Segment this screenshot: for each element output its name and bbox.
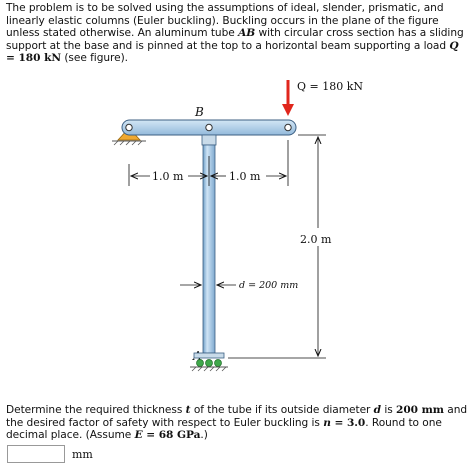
question-part: is — [381, 404, 397, 416]
question-part: and the desired factor of safety with respect to Euler buckling is — [6, 404, 468, 429]
diameter-value: 200 mm — [396, 404, 444, 416]
question-text — [6, 404, 468, 442]
vertical-dimension — [228, 135, 326, 358]
left-pin — [126, 124, 132, 130]
load-symbol: Q — [449, 39, 459, 52]
safety-factor-symbol: n — [323, 416, 331, 429]
problem-statement — [6, 2, 468, 65]
question-part: Determine the required thickness — [6, 404, 186, 416]
dim-height-label: 2.0 m — [300, 233, 332, 246]
top-pin-b — [206, 124, 212, 130]
load-value: = 180 kN — [6, 52, 61, 65]
safety-factor-value: = 3.0 — [330, 416, 366, 429]
answer-unit: mm — [72, 448, 93, 461]
load-arrow — [282, 80, 294, 116]
modulus-value: = 68 GPa — [142, 429, 201, 442]
column-figure — [0, 60, 474, 400]
right-pin — [285, 124, 291, 130]
load-label: Q = 180 kN — [297, 80, 364, 93]
question-part: of the tube if its outside diameter — [190, 404, 374, 416]
dim-diameter-label: d = 200 mm — [239, 280, 299, 291]
problem-text: with circular cross section has a sliding support at the base and is pinned at the top to a horizontal beam supporting a load — [6, 27, 464, 52]
modulus-symbol: E — [134, 429, 143, 442]
point-b-label: B — [195, 105, 204, 119]
dim-left-label: 1.0 m — [152, 170, 184, 183]
diameter-symbol: d — [373, 404, 382, 416]
problem-text: (see figure). — [61, 52, 128, 65]
question-part: .) — [200, 429, 208, 442]
thickness-symbol: t — [185, 404, 191, 416]
column-clevis — [202, 135, 216, 145]
problem-text: The problem is to be solved using the assumptions of ideal, slender, prismatic, and linearly elastic columns (Euler buckling). Buckling occurs in the plane of the figure unless stated otherwise. An aluminum tube — [6, 2, 444, 40]
tube-label: AB — [238, 27, 256, 40]
dim-right-label: 1.0 m — [229, 170, 261, 183]
question-part: . Round to one decimal place. (Assume — [6, 416, 442, 442]
answer-input[interactable] — [7, 445, 65, 463]
